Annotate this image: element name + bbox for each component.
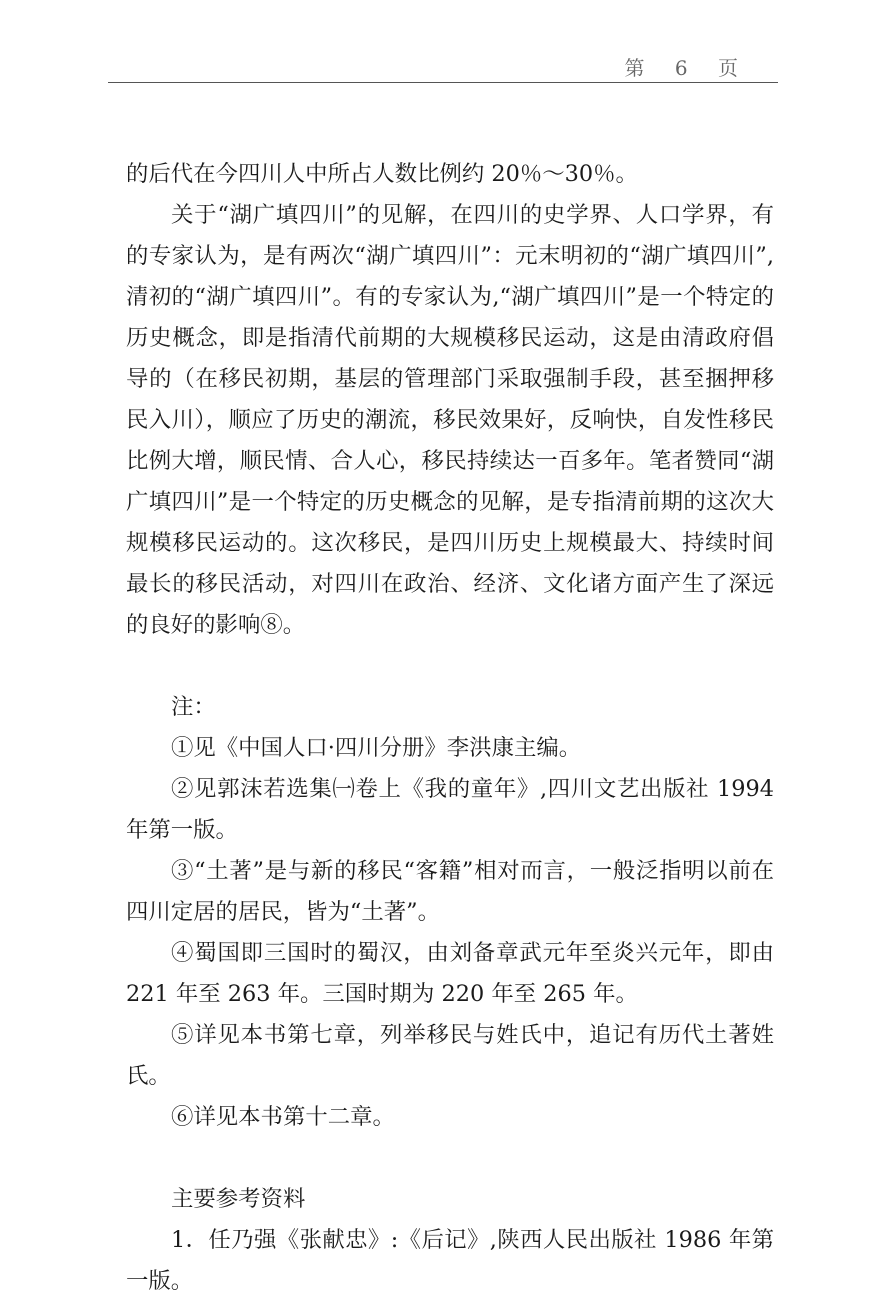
document-body	[126, 154, 774, 1302]
notes-heading: 注：	[171, 694, 216, 720]
note-item: ①见《中国人口·四川分册》李洪康主编。	[171, 735, 582, 761]
note-item: ④蜀国即三国时的蜀汉，由刘备章武元年至炎兴元年，即由 221 年至 263 年。三国时期为 220 年至 265 年。	[126, 940, 774, 1007]
paragraph-continuation: 的后代在今四川人中所占人数比例约 20％～30％。	[126, 161, 638, 187]
reference-item: 1．任乃强《张献忠》:《后记》,陕西人民出版社 1986 年第一版。	[126, 1227, 774, 1294]
note-item: ⑤详见本书第七章，列举移民与姓氏中，追记有历代土著姓氏。	[126, 1022, 774, 1089]
note-item: ⑥详见本书第十二章。	[171, 1104, 395, 1130]
section-gap	[126, 1138, 774, 1179]
paragraph-huguang: 关于“湖广填四川”的见解，在四川的史学界、人口学界，有的专家认为，是有两次“湖广填四川”：元末明初的“湖广填四川”,清初的“湖广填四川”。有的专家认为,“湖广填四川”是一个特定的历史概念，即是指清代前期的大规模移民运动，这是由清政府倡导的（在移民初期，基层的管理部门采取强制手段，甚至捆押移民入川），顺应了历史的潮流，移民效果好，反响快，自发性移民比例大增，顺民情、合人心，移民持续达一百多年。笔者赞同“湖广填四川”是一个特定的历史概念的见解，是专指清前期的这次大规模移民运动的。这次移民，是四川历史上规模最大、持续时间最长的移民活动，对四川在政治、经济、文化诸方面产生了深远的良好的影响⑧。	[126, 202, 774, 638]
page-number: 第 6 页	[624, 56, 750, 80]
references-heading: 主要参考资料	[171, 1186, 306, 1212]
page-header	[108, 52, 778, 83]
note-item: ③“土著”是与新的移民“客籍”相对而言，一般泛指明以前在四川定居的居民，皆为“土著”。	[126, 858, 774, 925]
note-item: ②见郭沫若选集㈠卷上《我的童年》,四川文艺出版社 1994 年第一版。	[126, 776, 774, 843]
section-gap	[126, 646, 774, 687]
